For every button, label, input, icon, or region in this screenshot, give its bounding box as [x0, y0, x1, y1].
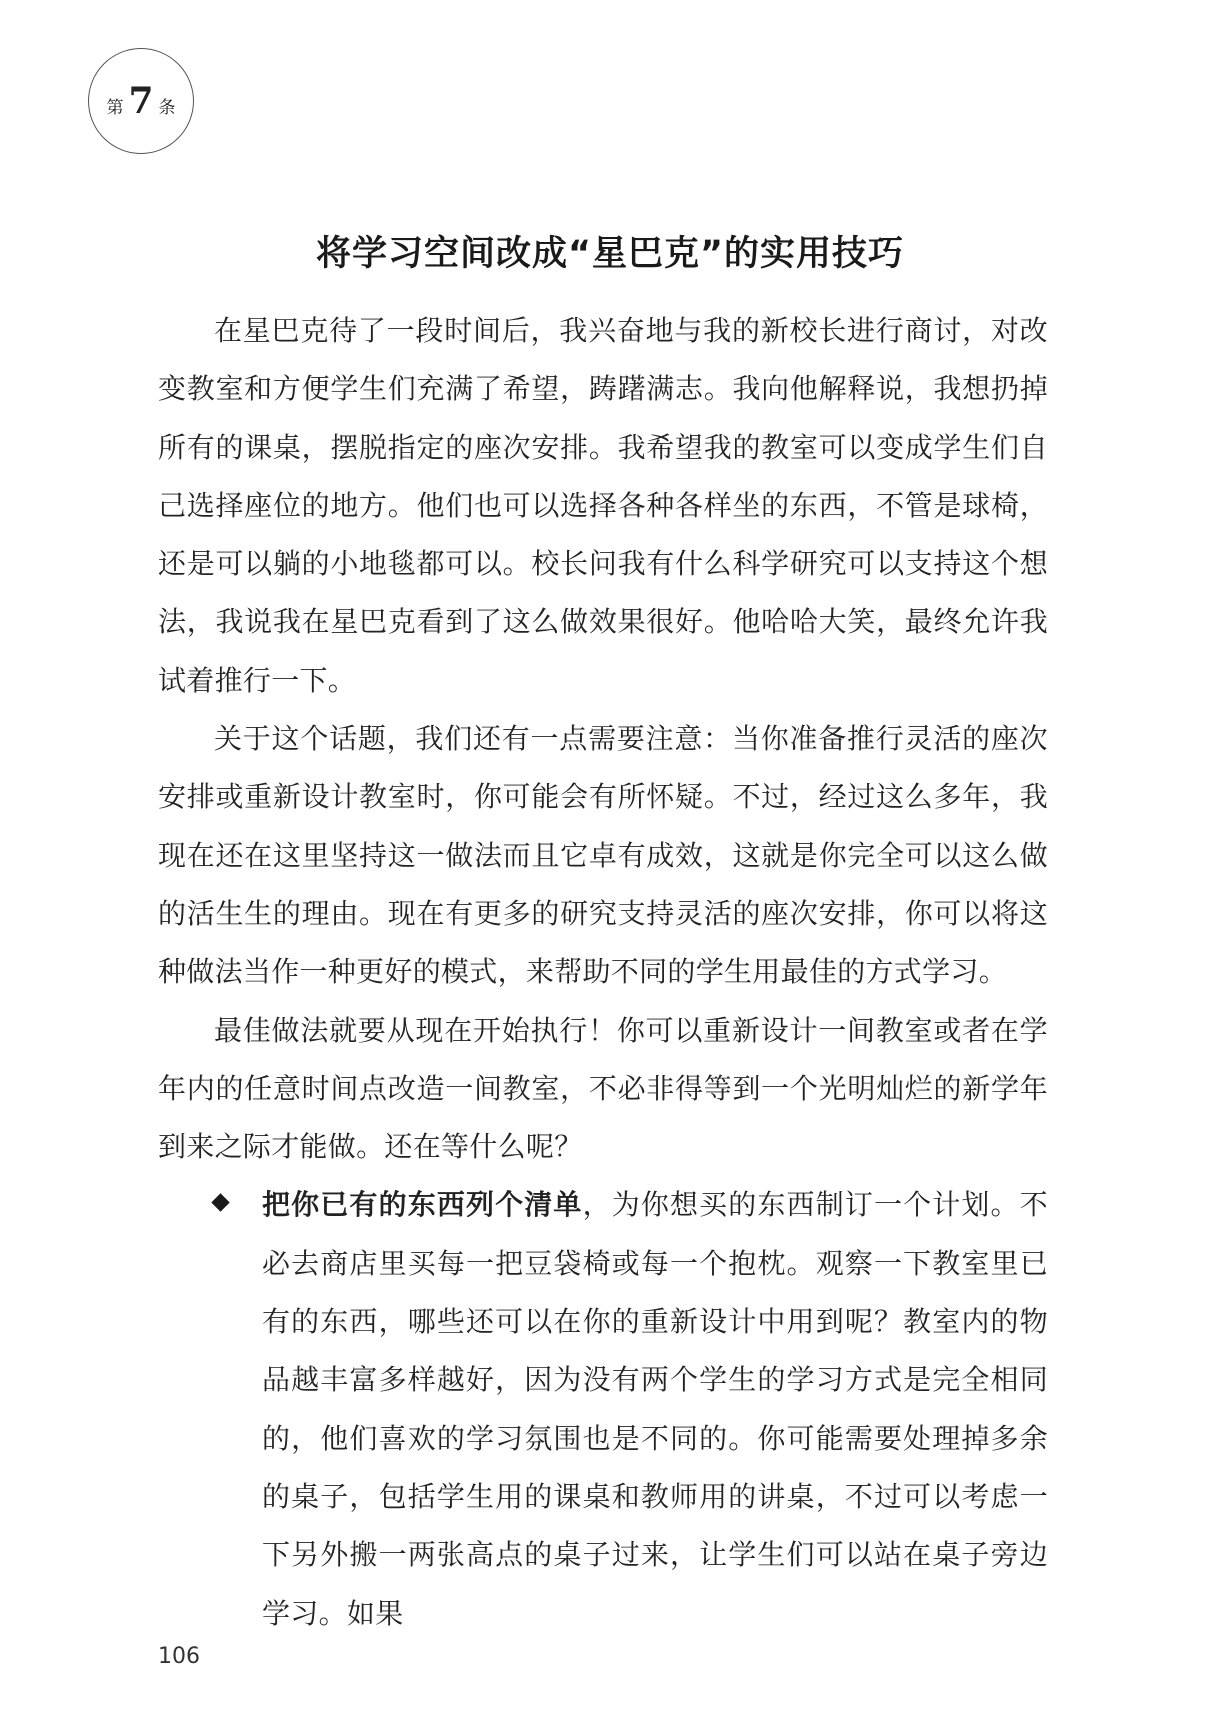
paragraph-2: 关于这个话题，我们还有一点需要注意：当你准备推行灵活的座次安排或重新设计教室时，你可能会有所怀疑。不过，经过这么多年，我现在还在这里坚持这一做法而且它卓有成效，这就是你完全可以这么做的活生生的理由。现在有更多的研究支持灵活的座次安排，你可以将这种做法当作一种更好的模式，来帮助不同的学生用最佳的方式学习。 — [158, 722, 1048, 989]
badge-number: 7 — [128, 80, 154, 122]
paragraph-1: 在星巴克待了一段时间后，我兴奋地与我的新校长进行商讨，对改变教室和方便学生们充满了希望，踌躇满志。我向他解释说，我想扔掉所有的课桌，摆脱指定的座次安排。我希望我的教室可以变成学生们自己选择座位的地方。他们也可以选择各种各样坐的东西，不管是球椅，还是可以躺的小地毯都可以。校长问我有什么科学研究可以支持这个想法，我说我在星巴克看到了这么做效果很好。他哈哈大笑，最终允许我试着推行一下。 — [158, 314, 1048, 697]
page-number: 106 — [158, 1644, 200, 1669]
bullet-item — [262, 1176, 1048, 1642]
bullet-text: ，为你想买的东西制订一个计划。不必去商店里买每一把豆袋椅或每一个抱枕。观察一下教室里已有的东西，哪些还可以在你的重新设计中用到呢？教室内的物品越丰富多样越好，因为没有两个学生的学习方式是完全相同的，他们喜欢的学习氛围也是不同的。你可能需要处理掉多余的桌子，包括学生用的课桌和教师用的讲桌，不过可以考虑一下另外搬一两张高点的桌子过来，让学生们可以站在桌子旁边学习。如果 — [262, 1188, 1048, 1630]
diamond-bullet-icon — [211, 1194, 229, 1212]
badge-suffix: 条 — [158, 97, 176, 118]
section-badge — [88, 48, 194, 154]
bullet-lead: 把你已有的东西列个清单 — [262, 1188, 583, 1222]
badge-prefix: 第 — [106, 97, 124, 118]
body-text — [158, 302, 1048, 1643]
paragraph-3: 最佳做法就要从现在开始执行！你可以重新设计一间教室或者在学年内的任意时间点改造一间教室，不必非得等到一个光明灿烂的新学年到来之际才能做。还在等什么呢？ — [158, 1013, 1048, 1164]
page-title: 将学习空间改成“星巴克”的实用技巧 — [315, 234, 904, 274]
